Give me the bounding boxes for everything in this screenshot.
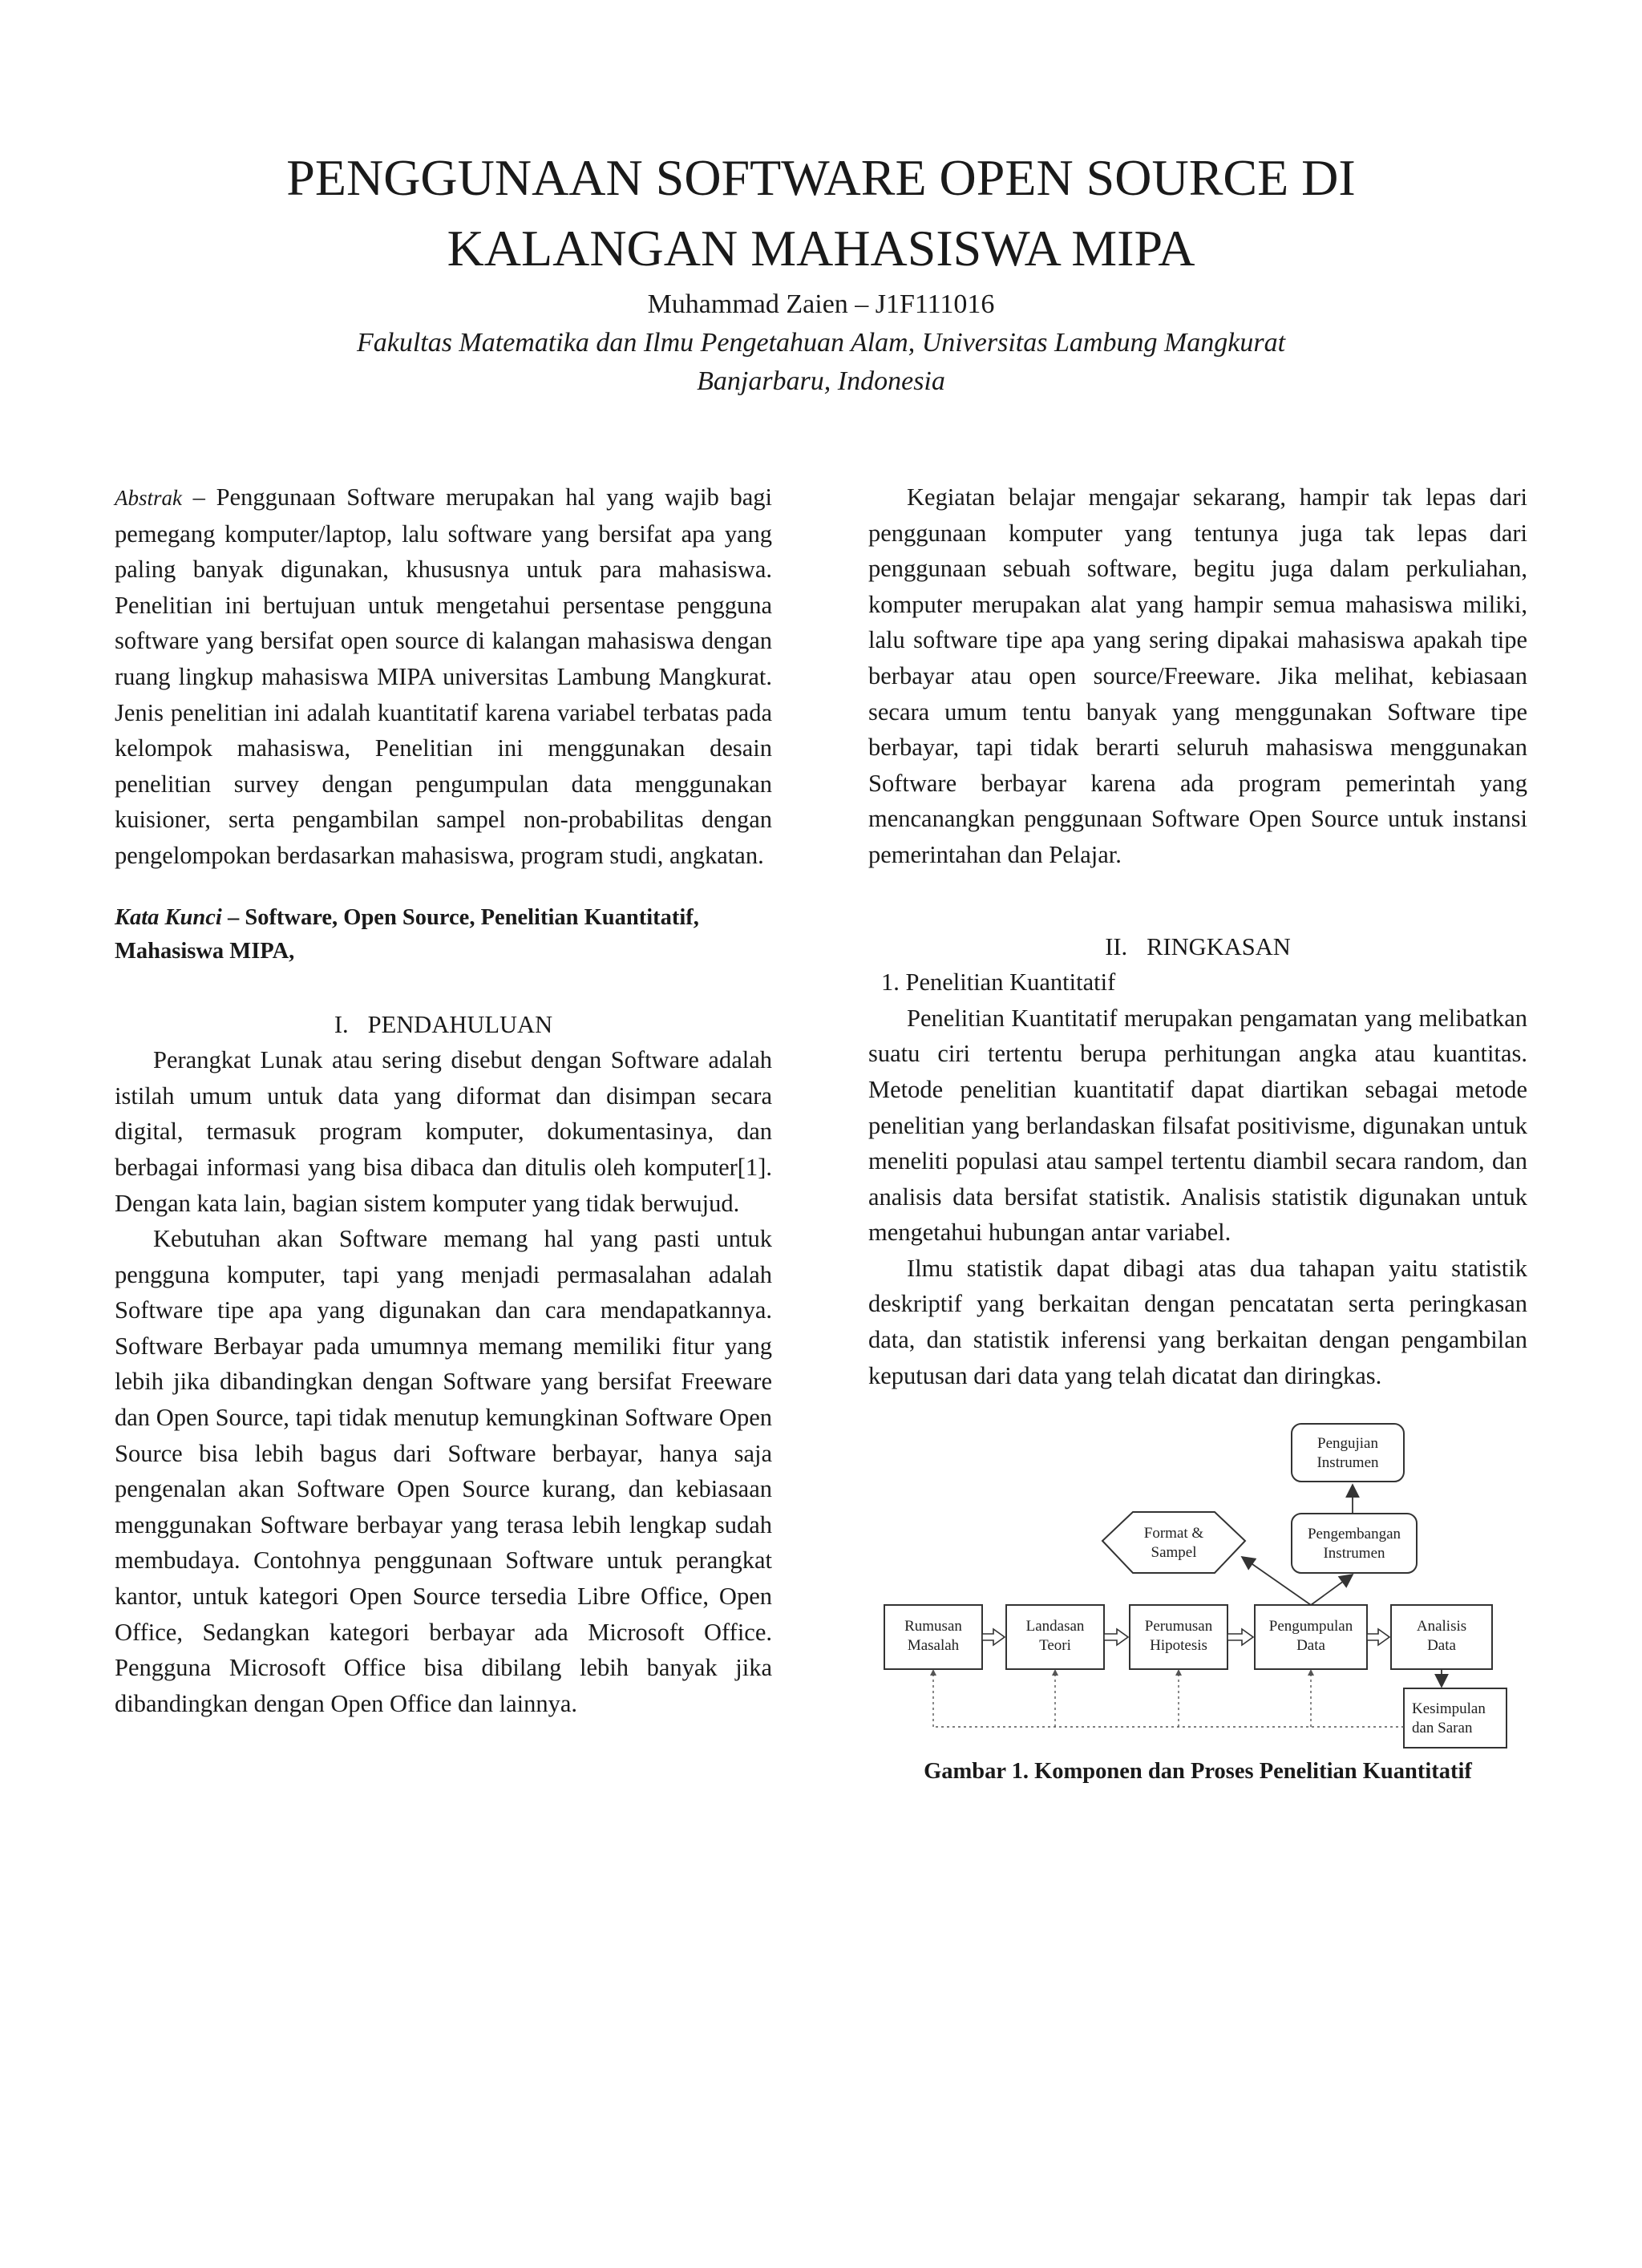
box-label: Instrumen	[1323, 1545, 1385, 1563]
left-column	[115, 479, 772, 1721]
box-perumusan-hipotesis	[1130, 1605, 1227, 1669]
abstract-dash: –	[182, 483, 216, 511]
box-label: dan Saran	[1412, 1720, 1473, 1737]
box-landasan-teori	[1006, 1605, 1104, 1669]
paper-title	[0, 143, 1642, 284]
subsection-heading: 1. Penelitian Kuantitatif	[881, 968, 1116, 997]
title-line-1: PENGGUNAAN SOFTWARE OPEN SOURCE DI	[286, 149, 1356, 206]
box-label: Instrumen	[1316, 1454, 1379, 1472]
box-format-sampel	[1102, 1512, 1245, 1573]
paragraph: Kegiatan belajar mengajar sekarang, hampir tak lepas dari penggunaan komputer yang tentunya juga tak lepas dari penggunaan sebuah software, begitu juga dalam perkuliahan, komputer merupakan alat yang hampir semua mahasiswa miliki, lalu software tipe apa yang sering dipakai mahasiswa apakah tipe berbayar atau open source/Freeware. Jika melihat, kebiasaan secara umum tentu banyak yang menggunakan Software tipe berbayar, tapi tidak berarti seluruh mahasiswa menggunakan Software berbayar karena ada program pemerintah yang mencanangkan penggunaan Software Open Source untuk instansi pemerintahan dan Pelajar.	[868, 483, 1527, 868]
paragraph: Perangkat Lunak atau sering disebut dengan Software adalah istilah umum untuk data yang diformat dan disimpan secara digital, termasuk program komputer, dokumentasinya, dan berbagai informasi yang bisa dibaca dan ditulis oleh komputer[1]. Dengan kata lain, bagian sistem komputer yang tidak berwujud.	[115, 1046, 772, 1217]
section-title: PENDAHULUAN	[367, 1010, 553, 1038]
box-label: Rumusan	[904, 1618, 962, 1635]
abstract-label: Abstrak	[115, 486, 182, 510]
affiliation-line-1: Fakultas Matematika dan Ilmu Pengetahuan Alam, Universitas Lambung Mangkurat	[356, 328, 1286, 358]
section-number: II.	[1105, 932, 1128, 960]
section-heading-ringkasan	[868, 929, 1527, 965]
right-column	[868, 479, 1527, 1788]
box-label: Data	[1427, 1637, 1456, 1655]
section-number: I.	[334, 1010, 349, 1038]
research-process-diagram	[868, 1413, 1527, 1749]
box-label: Hipotesis	[1150, 1637, 1207, 1655]
paragraph: Penelitian Kuantitatif merupakan pengamatan yang melibatkan suatu ciri tertentu berupa perhitungan angka atau kuantitas. Metode penelitian kuantitatif dapat diartikan sebagai metode penelitian yang berlandaskan filsafat positivisme, digunakan untuk meneliti populasi atau sampel tertentu diambil secara random, dan analisis data bersifat statistik. Analisis statistik digunakan untuk mengetahui hubungan antar variabel.	[868, 1004, 1527, 1247]
box-label: Teori	[1039, 1637, 1071, 1655]
box-label: Pengumpulan	[1268, 1618, 1353, 1635]
box-label: Data	[1296, 1637, 1325, 1655]
box-pengembangan-instrumen	[1292, 1514, 1417, 1573]
author-line: Muhammad Zaien – J1F111016	[647, 289, 995, 319]
feedback-loop	[933, 1672, 1404, 1727]
box-label: Perumusan	[1144, 1618, 1213, 1635]
figure-diagram	[868, 1413, 1527, 1749]
paragraph: Kebutuhan akan Software memang hal yang pasti untuk pengguna komputer, tapi yang menjadi permasalahan adalah Software tipe apa yang digunakan dan cara mendapatkannya. Software Berbayar pada umumnya memang memiliki fitur yang lebih jika dibandingkan dengan Software yang bersifat Freeware dan Open Source, tapi tidak menutup kemungkinan Software Open Source bisa lebih bagus dari Software berbayar, hanya saja pengenalan akan Software Open Source kurang, dan kebiasaan menggunakan Software berbayar yang terasa lebih lengkap sudah membudaya. Contohnya penggunaan Software untuk perangkat kantor, untuk kategori Open Source tersedia Libre Office, Open Office, Sedangkan kategori berbayar ada Microsoft Office. Pengguna Microsoft Office bisa dibilang lebih banyak jika dibandingkan dengan Open Office dan lainnya.	[115, 1225, 772, 1717]
box-label: Sampel	[1151, 1544, 1197, 1562]
affiliation	[0, 324, 1642, 401]
box-label: Analisis	[1416, 1618, 1467, 1635]
abstract	[115, 479, 772, 874]
keywords	[115, 901, 772, 968]
keywords-text: – Software, Open Source, Penelitian Kuantitatif, Mahasiswa MIPA,	[115, 904, 699, 964]
box-rumusan-masalah	[884, 1605, 982, 1669]
feedback-arrowheads	[930, 1669, 1314, 1676]
box-pengujian-instrumen	[1292, 1424, 1404, 1482]
affiliation-line-2: Banjarbaru, Indonesia	[697, 366, 945, 396]
box-kesimpulan-saran	[1404, 1688, 1507, 1748]
box-label: Format &	[1143, 1525, 1204, 1542]
section-title: RINGKASAN	[1147, 932, 1291, 960]
box-label: Landasan	[1025, 1618, 1085, 1635]
figure-caption: Gambar 1. Komponen dan Proses Penelitian Kuantitatif	[924, 1759, 1472, 1785]
box-pengumpulan-data	[1255, 1605, 1367, 1669]
box-label: Masalah	[907, 1637, 960, 1655]
box-label: Pengujian	[1317, 1435, 1378, 1453]
keywords-label: Kata Kunci	[115, 904, 222, 930]
box-label: Pengembangan	[1307, 1526, 1401, 1543]
abstract-text: Penggunaan Software merupakan hal yang wajib bagi pemegang komputer/laptop, lalu software yang bersifat apa yang paling banyak digunakan, khususnya untuk para mahasiswa. Penelitian ini bertujuan untuk mengetahui persentase pengguna software yang bersifat open source di kalangan mahasiswa dengan ruang lingkup mahasiswa MIPA universitas Lambung Mangkurat. Jenis penelitian ini adalah kuantitatif karena variabel terbatas pada kelompok mahasiswa, Penelitian ini menggunakan desain penelitian survey dengan pengumpulan data menggunakan kuisioner, serta pengambilan sampel non-probabilitas dengan pengelompokan berdasarkan mahasiswa, program studi, angkatan.	[115, 483, 772, 869]
box-analisis-data	[1391, 1605, 1492, 1669]
section-heading-pendahuluan	[115, 1007, 772, 1043]
title-line-2: KALANGAN MAHASISWA MIPA	[447, 220, 1195, 277]
box-label: Kesimpulan	[1412, 1700, 1486, 1718]
paragraph: Ilmu statistik dapat dibagi atas dua tahapan yaitu statistik deskriptif yang berkaitan dengan pencatatan serta peringkasan data, dan statistik inferensi yang berkaitan dengan pengambilan keputusan dari data yang telah dicatat dan diringkas.	[868, 1254, 1527, 1389]
